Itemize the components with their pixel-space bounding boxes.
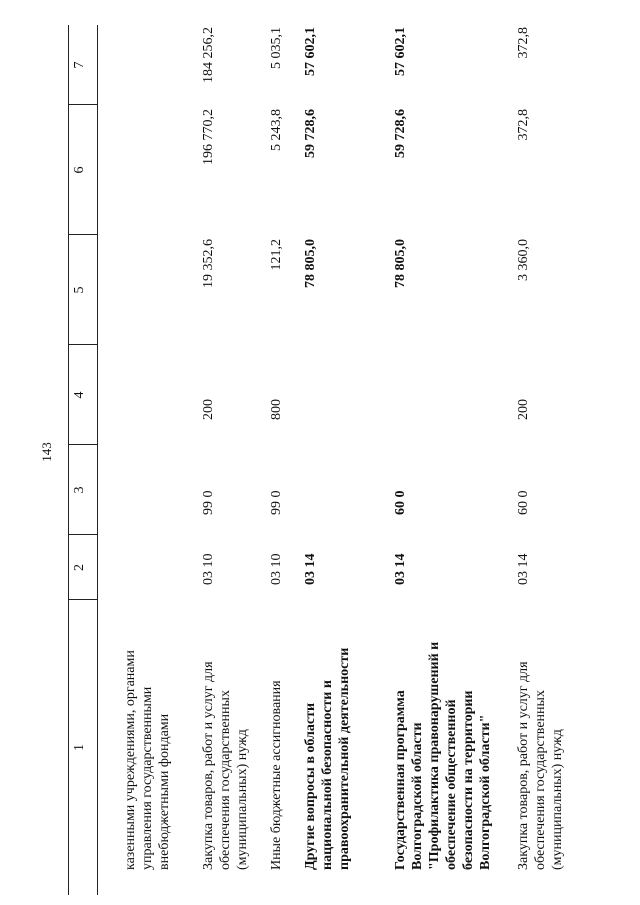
row-value-5: 78 805,0 (303, 239, 318, 288)
row-vr: 200 (516, 399, 531, 420)
row-vr: 800 (269, 399, 284, 420)
row-name: Государственная программа Волгоградской области "Профилактика правонарушений и обеспечение общественной безопасности на территории Волгоградской области" (393, 641, 493, 870)
row-value-5: 3 360,0 (516, 239, 531, 281)
row-value-5: 78 805,0 (393, 239, 408, 288)
column-header-1: 1 (72, 744, 87, 751)
row-razdel: 03 14 (393, 553, 408, 585)
column-header-2: 2 (72, 564, 87, 571)
row-value-5: 19 352,6 (201, 239, 216, 288)
row-value-7: 372,8 (516, 27, 531, 59)
page-number: 143 (39, 442, 54, 462)
column-header-3: 3 (72, 486, 87, 494)
row-csr: 60 0 (516, 490, 531, 515)
row-name: казенными учреждениями, органами управления государственными внебюджетными фондами (123, 650, 172, 870)
row-razdel: 03 14 (516, 553, 531, 585)
row-razdel: 03 14 (303, 553, 318, 585)
row-csr: 60 0 (393, 490, 408, 515)
row-csr: 99 0 (201, 490, 216, 515)
header-top-rule (68, 25, 69, 895)
row-razdel: 03 10 (269, 553, 284, 585)
column-header-7: 7 (72, 61, 87, 69)
row-value-6: 59 728,6 (393, 109, 408, 158)
row-csr: 99 0 (269, 490, 284, 515)
row-name: Другие вопросы в области национальной безопасности и правоохранительной деятельности (303, 647, 352, 870)
row-value-6: 5 243,8 (269, 109, 284, 151)
row-value-7: 57 602,1 (393, 27, 408, 76)
row-value-7: 184 256,2 (201, 27, 216, 83)
row-value-7: 5 035,1 (269, 27, 284, 69)
row-razdel: 03 10 (201, 553, 216, 585)
row-value-6: 59 728,6 (303, 109, 318, 158)
row-value-6: 196 770,2 (201, 109, 216, 165)
column-header-4: 4 (72, 391, 87, 399)
header-bottom-rule (97, 25, 98, 895)
row-vr: 200 (201, 399, 216, 420)
column-header-5: 5 (72, 286, 87, 294)
row-value-5: 121,2 (269, 239, 284, 271)
column-header-6: 6 (72, 166, 87, 174)
row-name: Закупка товаров, работ и услуг для обеспечения государственных (муниципальных) нужд (516, 661, 565, 870)
row-name: Иные бюджетные ассигнования (269, 680, 284, 870)
row-name: Закупка товаров, работ и услуг для обеспечения государственных (муниципальных) нужд (201, 661, 250, 870)
row-value-6: 372,8 (516, 109, 531, 141)
row-value-7: 57 602,1 (303, 27, 318, 76)
